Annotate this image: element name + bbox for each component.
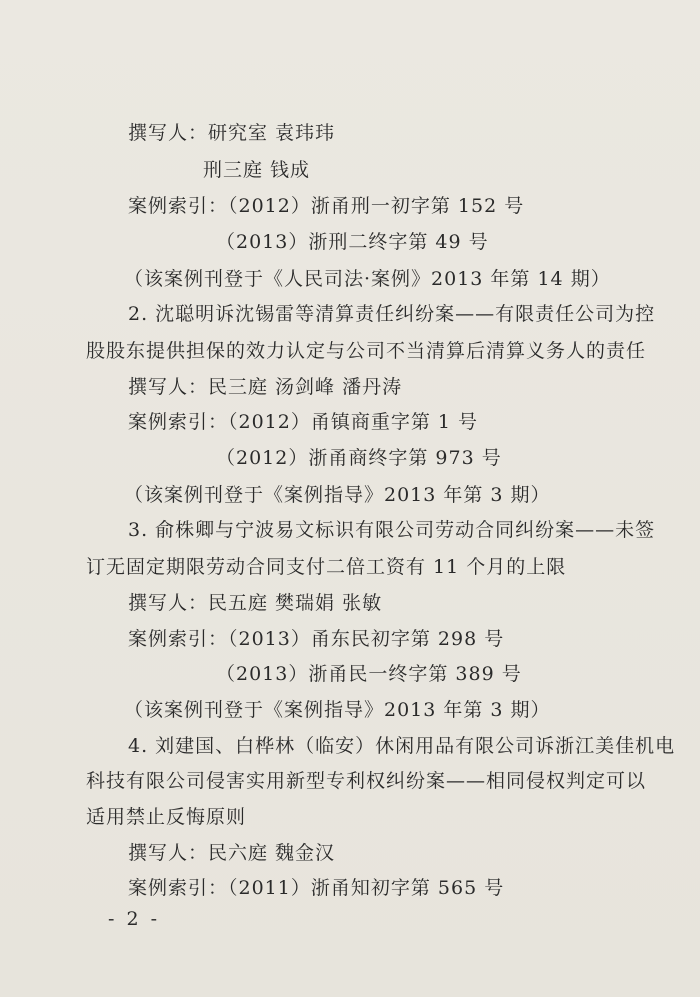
author-line: 撰写人：民三庭 汤剑峰 潘丹涛: [128, 376, 403, 398]
author-line: 撰写人：研究室 袁玮玮: [128, 122, 336, 144]
case-index-line: 案例索引：（2011）浙甬知初字第 565 号: [128, 877, 505, 899]
author-line: 撰写人：民五庭 樊瑞娟 张敏: [128, 592, 383, 614]
case-title: 订无固定期限劳动合同支付二倍工资有 11 个月的上限: [86, 556, 567, 578]
case-index-line: （2012）浙甬商终字第 973 号: [216, 447, 502, 469]
page-number: - 2 -: [108, 908, 161, 930]
publication-note: （该案例刊登于《案例指导》2013 年第 3 期）: [124, 699, 551, 721]
case-title: 股股东提供担保的效力认定与公司不当清算后清算义务人的责任: [86, 340, 647, 362]
case-title: 科技有限公司侵害实用新型专利权纠纷案——相同侵权判定可以: [86, 770, 647, 792]
case-title: 3. 俞株卿与宁波易文标识有限公司劳动合同纠纷案——未签: [128, 519, 656, 541]
case-index-line: 案例索引：（2012）浙甬刑一初字第 152 号: [128, 195, 525, 217]
case-title: 适用禁止反悔原则: [86, 806, 247, 828]
author-line: 撰写人：民六庭 魏金汉: [128, 842, 336, 864]
author-line: 刑三庭 钱成: [203, 159, 311, 181]
case-index-line: （2013）浙甬民一终字第 389 号: [216, 663, 522, 685]
publication-note: （该案例刊登于《人民司法·案例》2013 年第 14 期）: [124, 268, 611, 290]
case-title: 4. 刘建国、白桦林（临安）休闲用品有限公司诉浙江美佳机电: [128, 735, 676, 757]
publication-note: （该案例刊登于《案例指导》2013 年第 3 期）: [124, 484, 551, 506]
case-index-line: 案例索引：（2013）甬东民初字第 298 号: [128, 628, 505, 650]
case-index-line: （2013）浙刑二终字第 49 号: [216, 231, 489, 253]
case-index-line: 案例索引：（2012）甬镇商重字第 1 号: [128, 411, 479, 433]
case-title: 2. 沈聪明诉沈锡雷等清算责任纠纷案——有限责任公司为控: [128, 303, 656, 325]
